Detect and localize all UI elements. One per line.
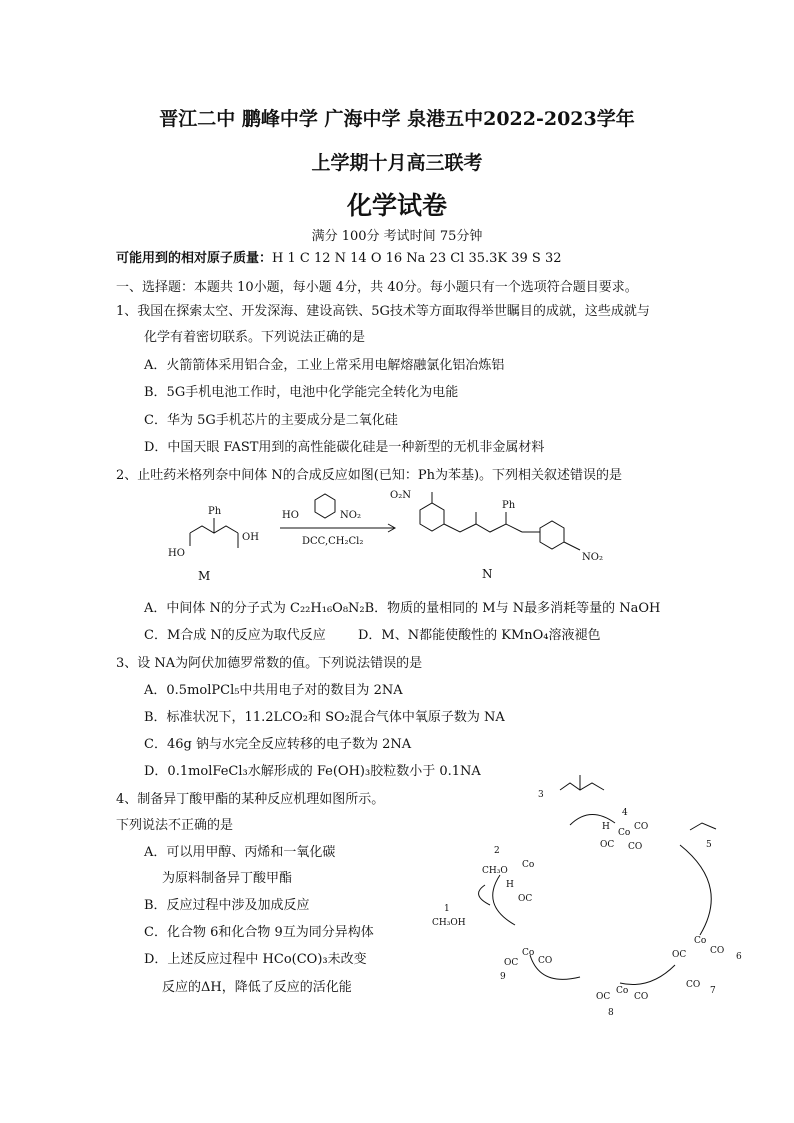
methanol-label: CH₃OH: [432, 918, 466, 928]
n-left-ring: [420, 503, 444, 531]
complex-2-co: Co: [522, 860, 535, 870]
q4-option-d-line1: D．上述反应过程中 HCo(CO)₃未改变: [144, 952, 367, 967]
q4-option-b: B．反应过程中涉及加成反应: [144, 898, 310, 913]
q3-option-c: C．46g 钠与水完全反应转移的电子数为 2NA: [144, 737, 412, 752]
q4-stem-line2: 下列说法不正确的是: [116, 818, 234, 833]
cycle-label-2: 2: [494, 846, 500, 856]
cycle-label-9: 9: [500, 972, 506, 982]
m-ph-label: Ph: [208, 506, 222, 517]
complex-2-oc: OC: [518, 894, 533, 904]
q3-option-b: B．标准状况下，11.2LCO₂和 SO₂混合气体中氧原子数为 NA: [144, 710, 505, 725]
q2-option-a: A．中间体 N的分子式为 C₂₂H₁₆O₈N₂: [144, 601, 365, 616]
q2-option-ab: [144, 597, 660, 616]
n-chain: [444, 524, 522, 532]
q1-option-b: B．5G手机电池工作时，电池中化学能完全转化为电能: [144, 385, 459, 400]
exam-title-line2: 上学期十月高三联考: [311, 152, 483, 174]
complex-4-co: Co: [618, 828, 631, 838]
q4-option-c: C．化合物 6和化合物 9互为同分异构体: [144, 925, 374, 940]
cycle-label-5: 5: [706, 840, 712, 850]
exam-title-line1: 晋江二中 鹏峰中学 广海中学 泉港五中2022-2023学年: [159, 108, 635, 130]
section-heading: 一、选择题：本题共 10小题，每小题 4分，共 40分。每小题只有一个选项符合题目要求。: [116, 280, 638, 295]
reagent-ho: HO: [282, 510, 299, 521]
cycle-label-8: 8: [608, 1008, 614, 1018]
exam-subject-title: 化学试卷: [346, 191, 447, 220]
complex-6-co-ligand: CO: [710, 946, 725, 956]
q1-option-d: D．中国天眼 FAST用到的高性能碳化硅是一种新型的无机非金属材料: [144, 440, 545, 455]
q3-option-d: D．0.1molFeCl₃水解形成的 Fe(OH)₃胶粒数小于 0.1NA: [144, 764, 481, 779]
q4-option-d-line2: 反应的ΔH，降低了反应的活化能: [162, 980, 352, 995]
q3-option-a: A．0.5molPCl₅中共用电子对的数目为 2NA: [144, 683, 403, 698]
atomic-mass-values: H 1 C 12 N 14 O 16 Na 23 Cl 35.3K 39 S 32: [272, 251, 562, 266]
n-ph-label: Ph: [502, 500, 516, 511]
q1-option-a: A．火箭箭体采用铝合金，工业上常采用电解熔融氯化铝冶炼铝: [144, 358, 505, 373]
cycle-label-7: 7: [710, 986, 716, 996]
propene-5: [690, 823, 716, 830]
n-right-ring: [540, 521, 564, 549]
complex-2-h: H: [506, 880, 514, 890]
cycle-label-4: 4: [622, 808, 628, 818]
methanol-arrow: [479, 885, 490, 905]
q1-option-c: C．华为 5G手机芯片的主要成分是二氧化硅: [144, 413, 398, 428]
complex-9-co: Co: [522, 948, 535, 958]
q2-reaction-scheme: [150, 488, 650, 588]
reagent-ring: [315, 494, 335, 518]
cycle-label-6: 6: [736, 952, 742, 962]
complex-6-co: Co: [694, 936, 707, 946]
m-ho-label: HO: [168, 548, 185, 559]
q1-stem-line2: 化学有着密切联系。下列说法正确的是: [144, 330, 366, 345]
cycle-label-3: 3: [538, 790, 544, 800]
q4-stem-line1: 4、制备异丁酸甲酯的某种反应机理如图所示。: [116, 792, 385, 807]
cycle-label-1: 1: [444, 904, 450, 914]
n-o2n-label: O₂N: [390, 490, 411, 501]
complex-4-co-2: CO: [628, 842, 643, 852]
complex-8-co-ligand: CO: [634, 992, 649, 1002]
complex-6-oc: OC: [672, 950, 687, 960]
cycle-arrow-right: [680, 845, 711, 935]
complex-4-co-ligand: CO: [634, 822, 649, 832]
q4-option-a-line2: 为原料制备异丁酸甲酯: [162, 871, 293, 886]
complex-4-oc: OC: [600, 840, 615, 850]
q4-option-a-line1: A．可以用甲醇、丙烯和一氧化碳: [144, 845, 336, 860]
exam-meta: 满分 100分 考试时间 75分钟: [311, 229, 483, 244]
q2-option-c: C．M合成 N的反应为取代反应: [144, 628, 326, 643]
m-oh-label: OH: [242, 532, 259, 543]
label-m: M: [198, 569, 211, 583]
n-no2-label: NO₂: [582, 552, 603, 563]
co-label-7: CO: [686, 980, 701, 990]
complex-8-oc: OC: [596, 992, 611, 1002]
complex-9-co-ligand: CO: [538, 956, 553, 966]
q2-option-d: D．M、N都能使酸性的 KMnO₄溶液褪色: [358, 628, 601, 643]
q1-stem-line1: 1、我国在探索太空、开发深海、建设高铁、5G技术等方面取得举世瞩目的成就，这些成就与: [116, 304, 650, 319]
q2-option-b: B．物质的量相同的 M与 N最多消耗等量的 NaOH: [364, 601, 661, 616]
reaction-condition: DCC,CH₂Cl₂: [302, 536, 364, 547]
reagent-no2: NO₂: [340, 510, 361, 521]
label-n: N: [482, 567, 493, 581]
complex-2-ch3o: CH₃O: [482, 866, 508, 876]
atomic-mass-row: [116, 247, 562, 266]
complex-8-co: Co: [616, 986, 629, 996]
q2-stem: 2、止吐药米格列奈中间体 N的合成反应如图(已知：Ph为苯基)。下列相关叙述错误的是: [116, 468, 623, 483]
complex-9-oc: OC: [504, 958, 519, 968]
product-3-skeleton: [560, 783, 604, 790]
n-no2-bond-2: [564, 542, 580, 550]
q3-stem: 3、设 NA为阿伏加德罗常数的值。下列说法错误的是: [116, 656, 423, 671]
atomic-mass-label: 可能用到的相对原子质量：: [116, 251, 273, 266]
complex-4-h: H: [602, 822, 610, 832]
cycle-arrow-bottom-right: [620, 965, 675, 985]
q4-catalytic-cycle: [420, 765, 760, 1025]
